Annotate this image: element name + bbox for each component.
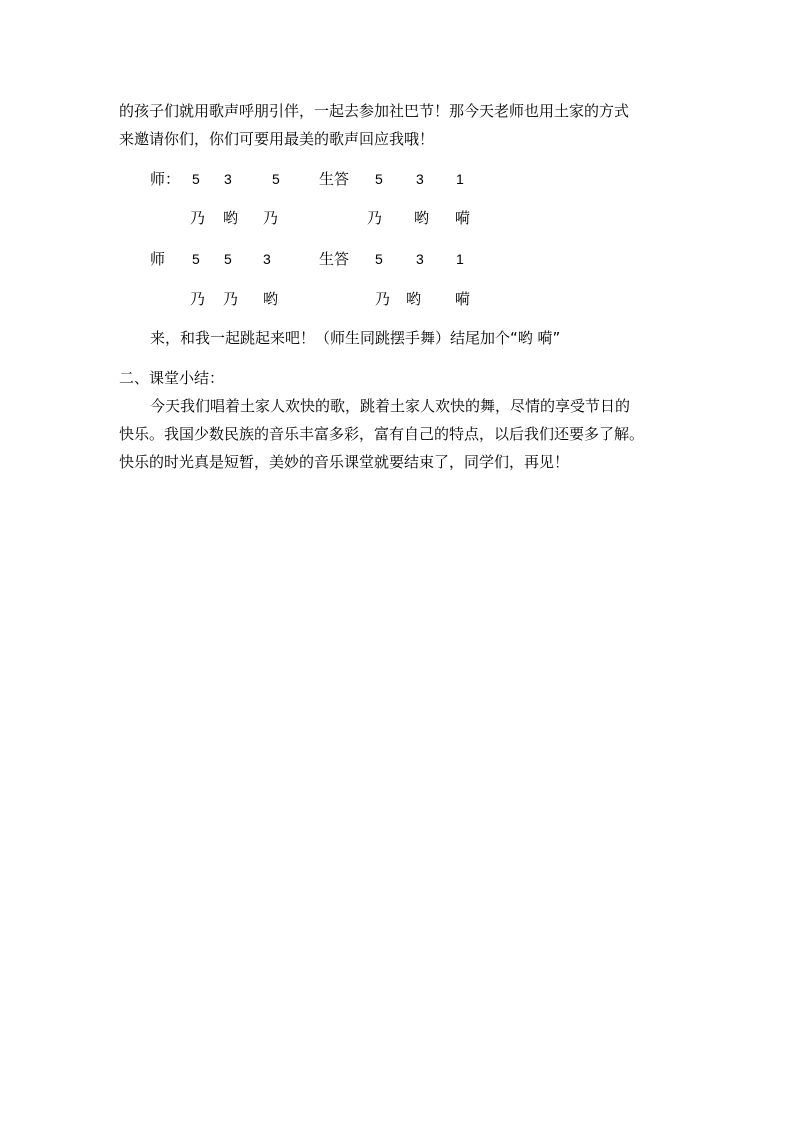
intro-line-2: 来邀请你们，你们可要用最美的歌声回应我哦！	[119, 130, 435, 148]
teacher-lyric: 乃	[263, 209, 279, 227]
student-lyric: 哟	[414, 209, 430, 227]
student-lyric: 哟	[406, 290, 422, 308]
teacher-note: 5	[192, 171, 200, 187]
dance-instruction: 来，和我一起跳起来吧！（师生同跳摆手舞）结尾加个“哟 嗬”	[150, 329, 561, 347]
teacher-note: 3	[263, 251, 271, 267]
student-lyric: 嗬	[455, 290, 471, 308]
student-label: 生答	[319, 170, 350, 188]
student-note: 1	[456, 171, 464, 187]
teacher-lyric: 乃	[190, 209, 206, 227]
teacher-label: 师：	[150, 170, 181, 188]
teacher-note: 3	[224, 171, 232, 187]
student-lyric: 嗬	[455, 209, 471, 227]
student-note: 5	[375, 171, 383, 187]
student-note: 1	[456, 251, 464, 267]
teacher-lyric: 乃	[190, 290, 206, 308]
summary-line-2: 快乐。我国少数民族的音乐丰富多彩，富有自己的特点，以后我们还要多了解。	[119, 425, 645, 443]
teacher-lyric: 乃	[223, 290, 239, 308]
teacher-lyric: 哟	[263, 290, 279, 308]
teacher-note: 5	[192, 251, 200, 267]
student-note: 5	[375, 251, 383, 267]
summary-line-3: 快乐的时光真是短暂，美妙的音乐课堂就要结束了，同学们，再见！	[119, 453, 570, 471]
student-label: 生答	[319, 250, 350, 268]
section-heading: 二、课堂小结：	[119, 369, 225, 387]
teacher-note: 5	[224, 251, 232, 267]
student-lyric: 乃	[367, 209, 383, 227]
teacher-note: 5	[272, 171, 280, 187]
student-note: 3	[416, 171, 424, 187]
teacher-lyric: 哟	[223, 209, 239, 227]
student-lyric: 乃	[375, 290, 391, 308]
student-note: 3	[416, 251, 424, 267]
teacher-label: 师	[150, 250, 166, 268]
summary-line-1: 今天我们唱着土家人欢快的歌，跳着土家人欢快的舞，尽情的享受节日的	[150, 397, 631, 415]
intro-line-1: 的孩子们就用歌声呼朋引伴，一起去参加社巴节！那今天老师也用土家的方式	[119, 102, 630, 120]
